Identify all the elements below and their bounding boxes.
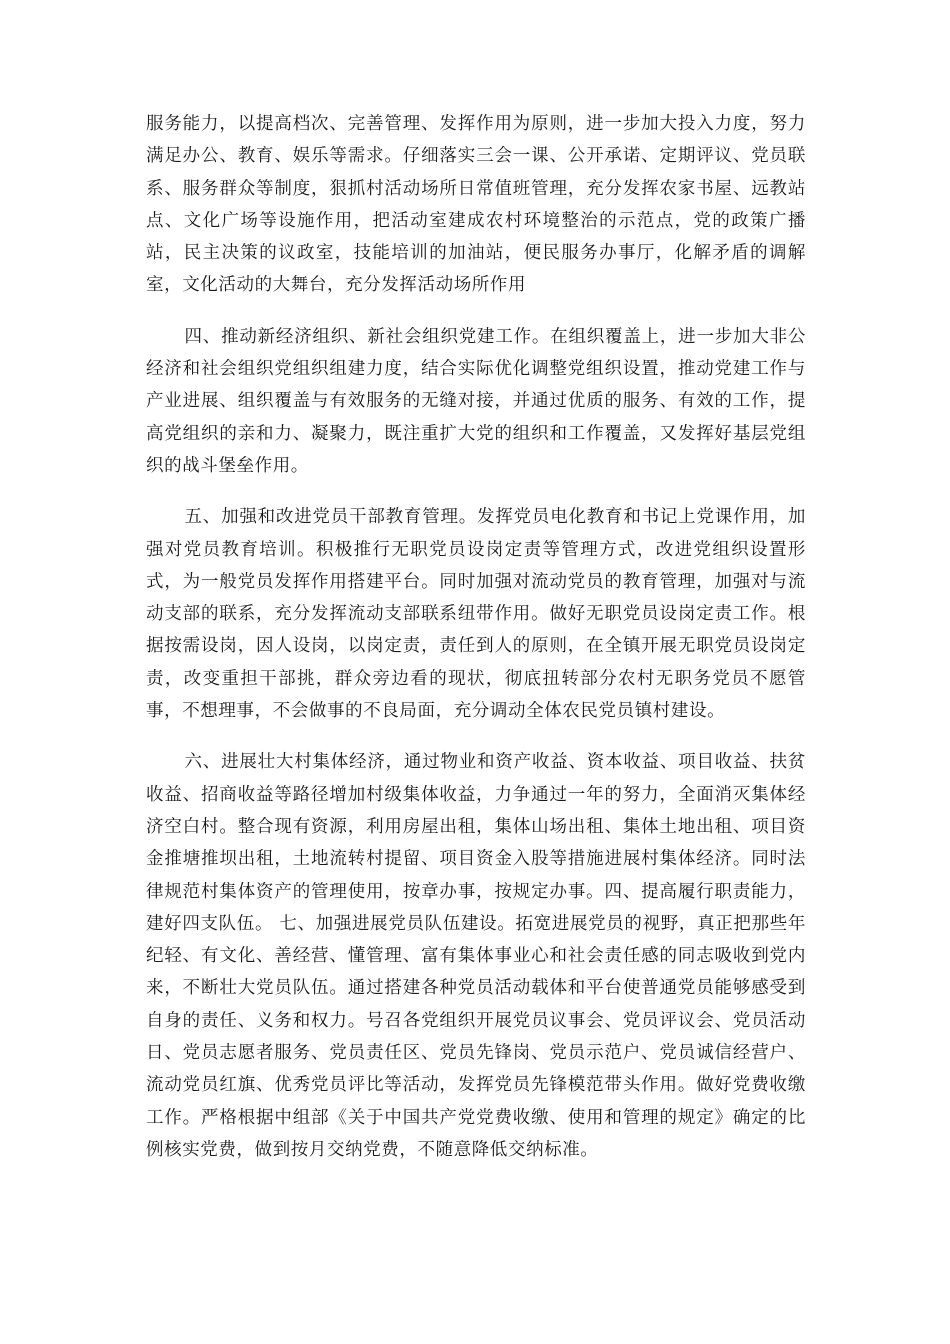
paragraph-section-5: 五、加强和改进党员干部教育管理。发挥党员电化教育和书记上党课作用，加强对党员教育培训。积极推行无职党员设岗定责等管理方式，改进党组织设置形式，为一般党员发挥作用搭建平台。同时加强对流动党员的教育管理，加强对与流动支部的联系，充分发挥流动支部联系纽带作用。做好无职党员设岗定责工作。根据按需设岗，因人设岗，以岗定责，责任到人的原则，在全镇开展无职党员设岗定责，改变重担干部挑，群众旁边看的现状，彻底扭转部分农村无职务党员不愿管事，不想理事，不会做事的不良局面，充分调动全体农民党员镇村建设。 bbox=[146, 507, 806, 722]
document-body bbox=[146, 108, 806, 1185]
paragraph-section-6: 六、进展壮大村集体经济，通过物业和资产收益、资本收益、项目收益、扶贫收益、招商收益等路径增加村级集体收益，力争通过一年的努力，全面消灭集体经济空白村。整合现有资源，利用房屋出租，集体山场出租、集体土地出租、项目资金推塘推坝出租，土地流转村提留、项目资金入股等措施进展村集体经济。同时法律规范村集体资产的管理使用，按章办事，按规定办事。四、提高履行职责能力，建好四支队伍。 七、加强进展党员队伍建设。拓宽进展党员的视野，真正把那些年纪轻、有文化、善经营、懂管理、富有集体事业心和社会责任感的同志吸收到党内来，不断壮大党员队伍。通过搭建各种党员活动载体和平台使普通党员能够感受到自身的责任、义务和权力。号召各党组织开展党员议事会、党员评议会、党员活动日、党员志愿者服务、党员责任区、党员先锋岗、党员示范户、党员诚信经营户、流动党员红旗、优秀党员评比等活动，发挥党员先锋模范带头作用。做好党费收缴工作。严格根据中组部《关于中国共产党党费收缴、使用和管理的规定》确定的比例核实党费，做到按月交纳党费，不随意降低交纳标准。 bbox=[146, 752, 806, 1160]
paragraph-continuation: 服务能力，以提高档次、完善管理、发挥作用为原则，进一步加大投入力度，努力满足办公、教育、娱乐等需求。仔细落实三会一课、公开承诺、定期评议、党员联系、服务群众等制度，狠抓村活动场所日常值班管理，充分发挥农家书屋、远教站点、文化广场等设施作用，把活动室建成农村环境整治的示范点，党的政策广播站，民主决策的议政室，技能培训的加油站，便民服务办事厅，化解矛盾的调解室，文化活动的大舞台，充分发挥活动场所作用 bbox=[146, 114, 806, 296]
paragraph-section-4: 四、推动新经济组织、新社会组织党建工作。在组织覆盖上，进一步加大非公经济和社会组织党组织组建力度，结合实际优化调整党组织设置，推动党建工作与产业进展、组织覆盖与有效服务的无缝对接，并通过优质的服务、有效的工作，提高党组织的亲和力、凝聚力，既注重扩大党的组织和工作覆盖，又发挥好基层党组织的战斗堡垒作用。 bbox=[146, 326, 806, 476]
